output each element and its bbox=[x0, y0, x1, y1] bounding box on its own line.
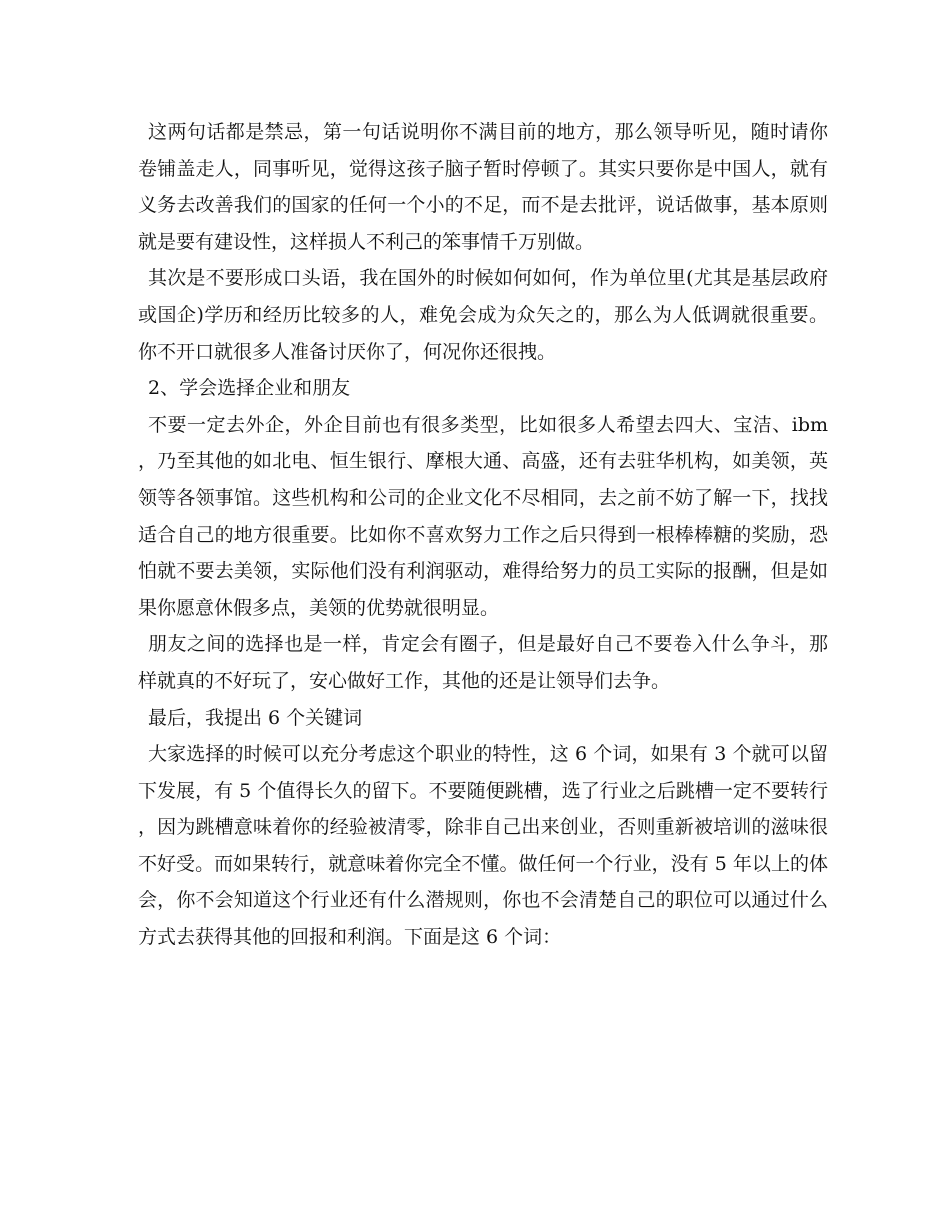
paragraph-catchphrase: 其次是不要形成口头语，我在国外的时候如何如何，作为单位里(尤其是基层政府或国企)学历和经历比较多的人，难免会成为众矢之的，那么为人低调就很重要。你不开口就很多人准备讨厌你了，何况你还很拽。 bbox=[138, 267, 828, 363]
paragraph-keywords-intro: 大家选择的时候可以充分考虑这个职业的特性，这 6 个词，如果有 3 个就可以留下发展，有 5 个值得长久的留下。不要随便跳槽，选了行业之后跳槽一定不要转行，因为跳槽意味着你的经验被清零，除非自己出来创业，否则重新被培训的滋味很不好受。而如果转行，就意味着你完全不懂。做任何一个行业，没有 5 年以上的体会，你不会知道这个行业还有什么潜规则，你也不会清楚自己的职位可以通过什么方式去获得其他的回报和利润。下面是这 6 个词： bbox=[138, 743, 828, 949]
paragraph-friends: 朋友之间的选择也是一样，肯定会有圈子，但是最好自己不要卷入什么争斗，那样就真的不好玩了，安心做好工作，其他的还是让领导们去争。 bbox=[138, 633, 828, 692]
document-body bbox=[138, 114, 828, 956]
section-heading-keywords: 最后，我提出 6 个关键词 bbox=[148, 706, 363, 729]
section-heading-choose-company: 2、学会选择企业和朋友 bbox=[148, 377, 351, 400]
paragraph-foreign-companies: 不要一定去外企，外企目前也有很多类型，比如很多人希望去四大、宝洁、ibm，乃至其他的如北电、恒生银行、摩根大通、高盛，还有去驻华机构，如美领，英领等各领事馆。这些机构和公司的企业文化不尽相同，去之前不妨了解一下，找找适合自己的地方很重要。比如你不喜欢努力工作之后只得到一根棒棒糖的奖励，恐怕就不要去美领，实际他们没有利润驱动，难得给努力的员工实际的报酬，但是如果你愿意休假多点，美领的优势就很明显。 bbox=[138, 413, 828, 619]
paragraph-taboo-phrases: 这两句话都是禁忌，第一句话说明你不满目前的地方，那么领导听见，随时请你卷铺盖走人，同事听见，觉得这孩子脑子暂时停顿了。其实只要你是中国人，就有义务去改善我们的国家的任何一个小的不足，而不是去批评，说话做事，基本原则就是要有建设性，这样损人不利己的笨事情千万别做。 bbox=[138, 121, 828, 253]
